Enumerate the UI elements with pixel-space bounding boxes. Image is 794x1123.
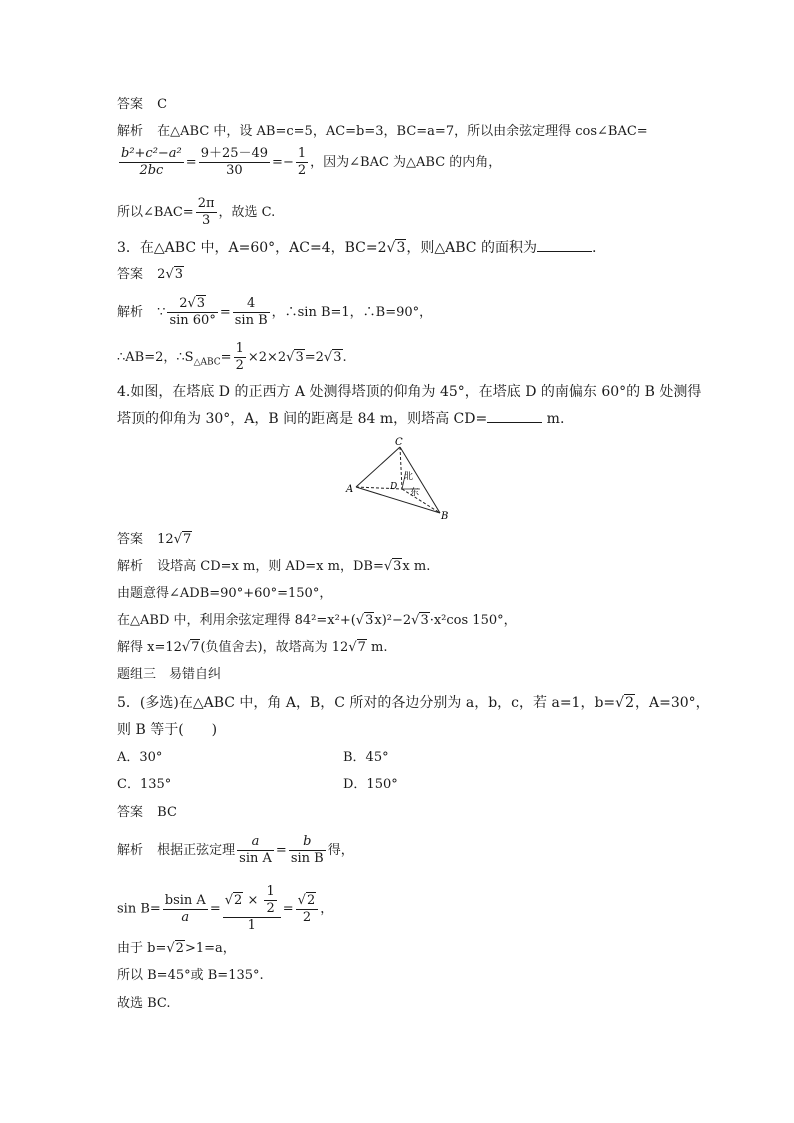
q2-conclusion-line: 所以∠BAC= $\frac{2\pi}{3}$ ，故选 C. bbox=[117, 196, 276, 228]
analysis-label: 解析 bbox=[117, 124, 144, 139]
cosine-fraction-result: $\frac{1}{2}$ bbox=[297, 146, 307, 178]
label-east: 东 bbox=[410, 488, 420, 498]
q4-analysis-line-4: 解得 x=12√7(负值舍去)，故塔高为 12√7 m. bbox=[117, 640, 388, 655]
group-heading: 题组三 易错自纠 bbox=[117, 667, 222, 682]
q2-analysis-text: 在△ABC 中，设 AB=c=5，AC=b=3，BC=a=7，所以由余弦定理得 cos∠BAC= bbox=[157, 124, 648, 139]
q5-answer: BC bbox=[157, 805, 177, 820]
q3-answer-line: 答案 2√3 bbox=[117, 267, 184, 282]
q2-analysis-line-2: $\frac{\text{b²+c²−a²}}{2bc}$ = $\frac{9+25-49}{30}$ =− $\frac{1}{2}$ ，因为∠BAC 为△ABC 的内角， bbox=[121, 146, 502, 178]
q3-question: 3．在△ABC 中，A=60°，AC=4，BC=2√3，则△ABC 的面积为 . bbox=[117, 240, 597, 256]
option-d: D．150° bbox=[343, 777, 398, 792]
q2-answer-line bbox=[117, 96, 167, 114]
q4-question-line-1: 4.如图，在塔底 D 的正西方 A 处测得塔顶的仰角为 45°，在塔底 D 的南偏东 60°的 B 处测得 bbox=[117, 384, 702, 400]
sine-law-b: $\frac{b}{\text{sin B}}$ bbox=[290, 834, 324, 866]
label-a: A bbox=[346, 484, 354, 495]
answer-label: 答案 bbox=[117, 97, 144, 112]
cosine-fraction-general: $\frac{\text{b²+c²−a²}}{2bc}$ bbox=[121, 146, 182, 178]
sine-law-fraction-2: $\frac{4}{\text{sin B}}$ bbox=[234, 296, 268, 328]
q4-question-line-2: 塔顶的仰角为 30°，A，B 间的距离是 84 m，则塔高 CD= m. bbox=[117, 411, 565, 427]
option-b: B．45° bbox=[343, 750, 389, 765]
q5-question-line-2: 则 B 等于( ) bbox=[117, 722, 218, 738]
q3-answer: 2√3 bbox=[157, 267, 184, 282]
q4-analysis-line-1: 解析 设塔高 CD=x m，则 AD=x m，DB=√3x m. bbox=[117, 559, 431, 574]
q3-analysis-line-1: 解析 ∵ $\frac{2√3}{\sin 60^\circ}$ = $\frac{4}{\text{sin B}}$ ，∴sin B=1，∴B=90°， bbox=[117, 296, 433, 328]
label-d: D bbox=[390, 482, 398, 492]
sine-law-a: $\frac{a}{\text{sin A}}$ bbox=[239, 834, 272, 866]
angle-fraction: $\frac{2\pi}{3}$ bbox=[197, 196, 215, 228]
q5-analysis-line-1: 解析 根据正弦定理 $\frac{a}{\text{sin A}}$ = $\frac{b}{\text{sin B}}$ 得， bbox=[117, 834, 354, 866]
option-a: A．30° bbox=[117, 750, 163, 765]
label-north: 北 bbox=[404, 472, 414, 482]
q5-analysis-line-3: 由于 b=√2>1=a， bbox=[117, 941, 236, 956]
q2-analysis-line-1 bbox=[117, 123, 648, 141]
q5-question-line-1: 5．(多选)在△ABC 中，角 A，B，C 所对的各边分别为 a，b，c，若 a=1，b=√2，A=30°， bbox=[117, 695, 710, 711]
sine-b-fraction: $\frac{\text{bsin A}}{a}$ bbox=[164, 892, 206, 925]
label-b: B bbox=[441, 511, 449, 522]
answer-blank bbox=[487, 410, 542, 423]
q4-answer: 12√7 bbox=[157, 532, 192, 547]
area-half-fraction: $\frac{1}{2}$ bbox=[235, 341, 244, 373]
q3-analysis-line-2: ∴AB=2，$\therefore S_{\triangle ABC}=$ $\frac{1}{2}$ ×2×2√3=2√3. bbox=[117, 341, 347, 373]
sine-b-result: $\frac{√2}{2}$ bbox=[296, 893, 319, 926]
q5-analysis-line-2: sin B= $\frac{\text{bsin A}}{a}$ = √2 × $\frac{1}{2}$ 1 = $\frac{√2}{2}$ ， bbox=[117, 884, 334, 933]
label-c: C bbox=[395, 437, 403, 448]
tower-figure bbox=[340, 437, 460, 523]
q2-answer: C bbox=[157, 97, 168, 112]
option-c: C．135° bbox=[117, 777, 172, 792]
q5-analysis-line-5: 故选 BC. bbox=[117, 996, 171, 1011]
sine-b-compound-fraction: √2 × $\frac{1}{2}$ 1 bbox=[223, 884, 281, 934]
q4-analysis-line-2: 由题意得∠ADB=90°+60°=150°， bbox=[117, 586, 333, 601]
answer-blank bbox=[537, 239, 592, 252]
q4-analysis-line-3: 在△ABD 中，利用余弦定理得 84²=x²+(√3x)²−2√3·x²cos 150°， bbox=[117, 613, 517, 628]
q4-answer-line: 答案 12√7 bbox=[117, 532, 192, 547]
q2-analysis-tail: ，因为∠BAC 为△ABC 的内角， bbox=[310, 155, 502, 170]
cosine-fraction-values: $\frac{9+25-49}{30}$ bbox=[200, 146, 269, 178]
q5-answer-line: 答案 BC bbox=[117, 805, 177, 820]
sqrt-3: √3 bbox=[386, 240, 406, 256]
sine-law-fraction-1: $\frac{2√3}{\sin 60^\circ}$ bbox=[169, 296, 216, 328]
q5-analysis-line-4: 所以 B=45°或 B=135°. bbox=[117, 968, 264, 983]
